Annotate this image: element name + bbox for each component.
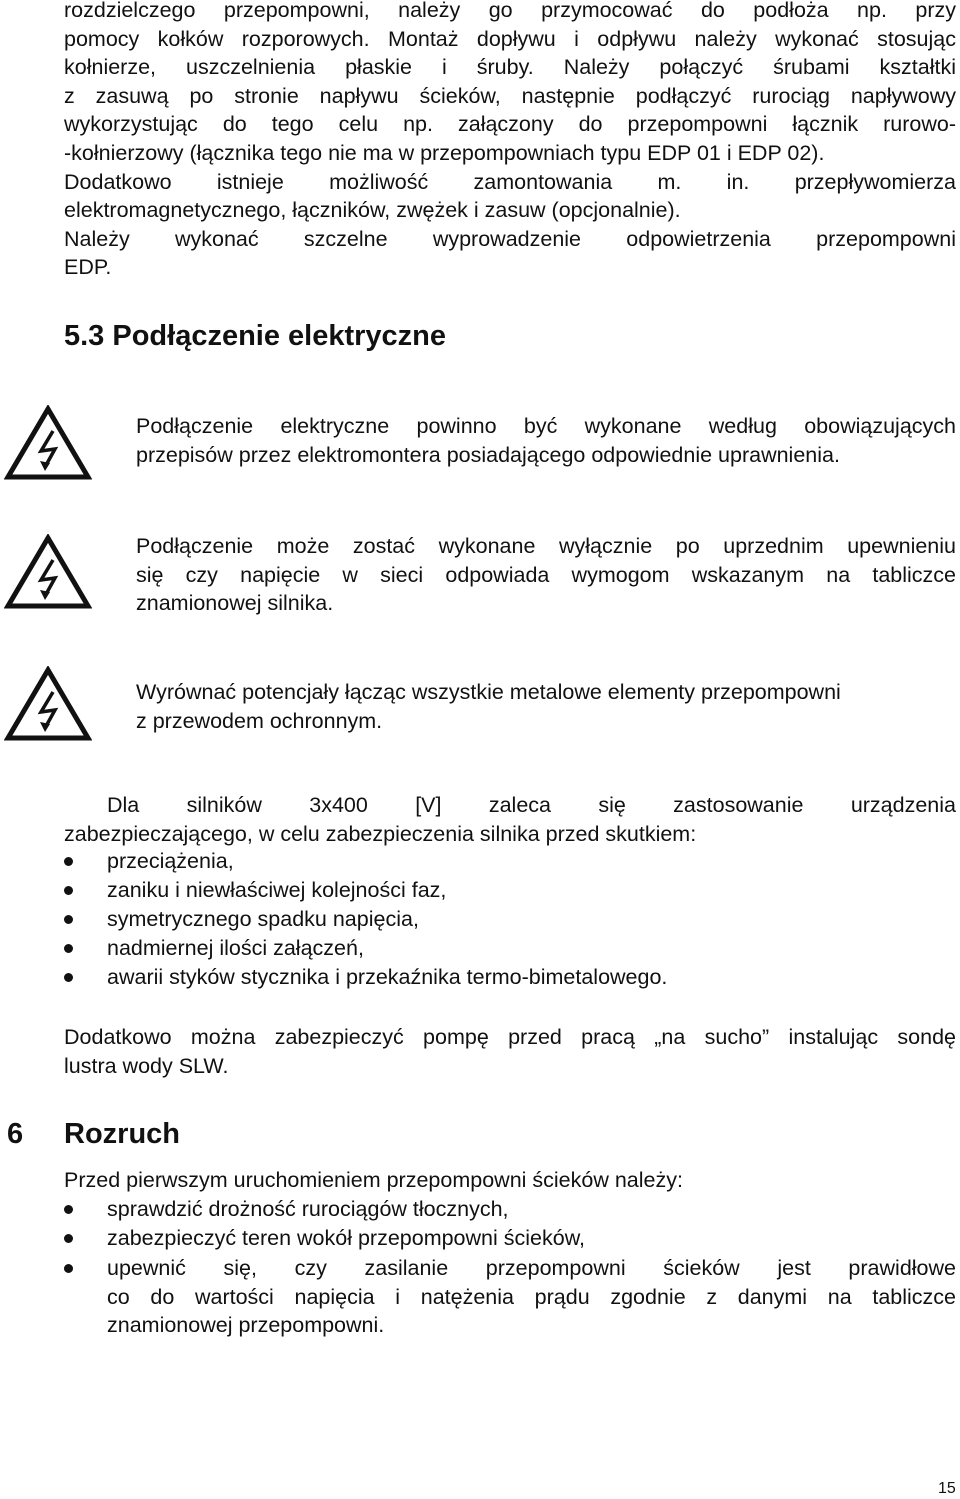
bullet-icon: [64, 1264, 73, 1273]
text-line: elektromagnetycznego, łączników, zwężek i zasuw (opcjonalnie).: [64, 198, 681, 223]
electrical-hazard-icon: [4, 666, 92, 742]
text-line: się czy napięcie w sieci odpowiada wymogom wskazanym na tabliczce: [136, 562, 956, 587]
intro-paragraph: [64, 0, 956, 282]
text-line: Wyrównać potencjały łącząc wszystkie metalowe elementy przepompowni: [136, 680, 841, 704]
text-line: Dodatkowo istnieje możliwość zamontowania m. in. przepływomierza: [64, 169, 956, 194]
text-line: Dla silników 3x400 [V] zaleca się zastosowanie urządzenia: [107, 793, 956, 817]
text-line: Podłączenie może zostać wykonane wyłącznie po uprzednim upewnieniu: [136, 534, 956, 558]
bullet-icon: [64, 944, 73, 953]
list-item-text: awarii styków stycznika i przekaźnika termo-bimetalowego.: [107, 965, 668, 989]
list-item-text: symetrycznego spadku napięcia,: [107, 907, 419, 931]
text-line: Należy wykonać szczelne wyprowadzenie odpowietrzenia przepompowni: [64, 226, 956, 251]
electrical-hazard-icon: [4, 534, 92, 610]
text-line: znamionowej silnika.: [136, 591, 334, 616]
dry-run-paragraph: [64, 1023, 956, 1080]
text-line: zabezpieczyć teren wokół przepompowni ścieków,: [107, 1226, 586, 1250]
warning-text: [136, 412, 956, 469]
list-item-text: [107, 1254, 956, 1340]
startup-list: [0, 1195, 960, 1345]
list-item-text: zaniku i niewłaściwej kolejności faz,: [107, 878, 447, 902]
bullet-icon: [64, 886, 73, 895]
text-line: sprawdzić drożność rurociągów tłocznych,: [107, 1197, 509, 1221]
text-line: rozdzielczego przepompowni, należy go przymocować do podłoża np. przy: [64, 0, 956, 22]
text-line: przepisów przez elektromontera posiadającego odpowiednie uprawnienia.: [136, 442, 840, 467]
text-line: kołnierze, uszczelnienia płaskie i śruby. Należy połączyć śrubami kształtki: [64, 55, 956, 80]
text-line: lustra wody SLW.: [64, 1053, 229, 1078]
bullet-icon: [64, 1234, 73, 1243]
startup-intro: Przed pierwszym uruchomieniem przepompowni ścieków należy:: [64, 1168, 683, 1192]
warning-text: [136, 678, 956, 735]
motor-protection-list: [0, 847, 960, 997]
text-line: co do wartości napięcia i natężenia prądu zgodnie z danymi na tabliczce: [107, 1284, 956, 1309]
text-line: Podłączenie elektryczne powinno być wykonane według obowiązujących: [136, 414, 956, 438]
text-line: zabezpieczającego, w celu zabezpieczenia silnika przed skutkiem:: [64, 821, 697, 846]
warning-text: [136, 532, 956, 618]
text-line: pomocy kołków rozporowych. Montaż dopływu i odpływu należy wykonać stosując: [64, 26, 956, 51]
list-item-text: nadmiernej ilości załączeń,: [107, 936, 364, 960]
text-line: wykorzystując do tego celu np. załączony do przepompowni łącznik rurowo-: [64, 112, 956, 137]
section-heading: 5.3 Podłączenie elektryczne: [64, 320, 447, 352]
electrical-hazard-icon: [4, 405, 92, 481]
section-title: Rozruch: [64, 1118, 180, 1150]
text-line: EDP.: [64, 255, 112, 280]
list-item-text: przeciążenia,: [107, 849, 234, 873]
bullet-icon: [64, 973, 73, 982]
text-line: z przewodem ochronnym.: [136, 708, 383, 733]
text-line: Dodatkowo można zabezpieczyć pompę przed pracą „na sucho” instalując sondę: [64, 1025, 956, 1049]
text-line: upewnić się, czy zasilanie przepompowni ścieków jest prawidłowe: [107, 1256, 956, 1280]
bullet-icon: [64, 857, 73, 866]
section-number: 6: [7, 1118, 24, 1150]
motor-protection-paragraph: [64, 791, 956, 848]
text-line: z zasuwą po stronie napływu ścieków, następnie podłączyć rurociąg napływowy: [64, 83, 956, 108]
text-line: -kołnierzowy (łącznika tego nie ma w przepompowniach typu EDP 01 i EDP 02).: [64, 140, 825, 165]
bullet-icon: [64, 915, 73, 924]
list-item-text: [107, 1195, 956, 1224]
bullet-icon: [64, 1205, 73, 1214]
page-number: 15: [938, 1480, 956, 1497]
list-item-text: [107, 1224, 956, 1253]
text-line: znamionowej przepompowni.: [107, 1313, 385, 1338]
